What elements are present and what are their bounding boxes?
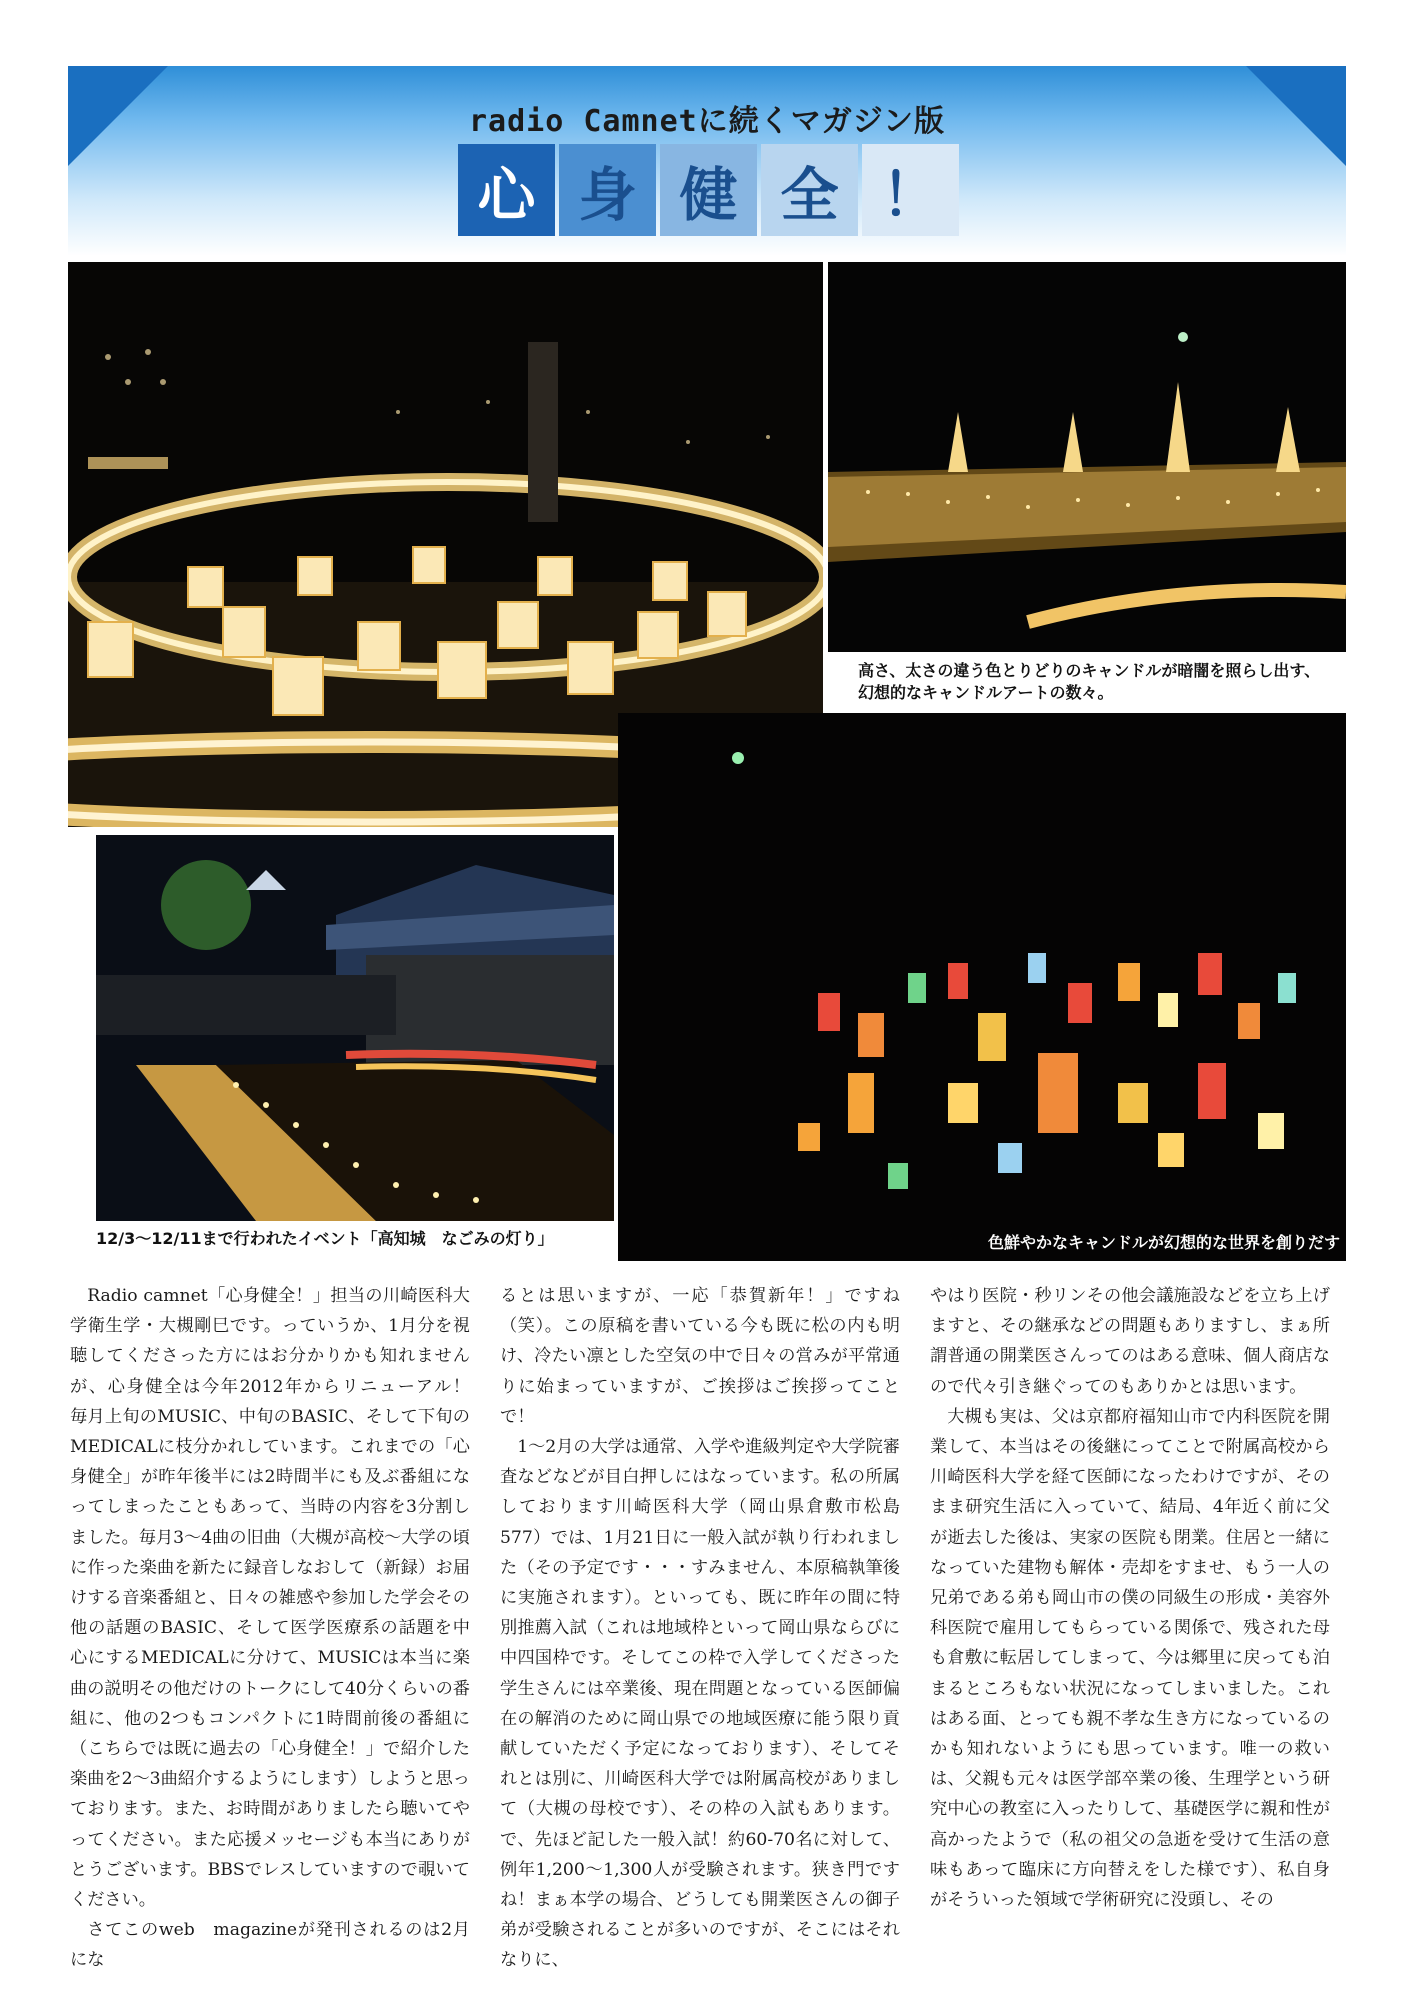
header-title bbox=[458, 144, 959, 236]
article-column-2 bbox=[500, 1281, 900, 1976]
paragraph: るとは思いますが、一応「恭賀新年！」ですね（笑）。この原稿を書いている今も既に松の内も明け、冷たい凛とした空気の中で日々の営みが平常通りに始まっていますが、ご挨拶はご挨拶ってことで！ bbox=[500, 1286, 900, 1427]
header-subtitle: radio Camnetに続くマガジン版 bbox=[469, 104, 945, 139]
photo-colorful-candles bbox=[618, 713, 1346, 1261]
title-char: 全 bbox=[761, 144, 858, 236]
paragraph: 1～2月の大学は通常、入学や進級判定や大学院審査などなどが目白押しにはなっています。私の所属しております川崎医科大学（岡山県倉敷市松島577）では、1月21日に一般入試が執り行われました（その予定です・・・すみません、本原稿執筆後に実施されます）。といっても、既に昨年の間に特別推薦入試（これは地域枠といって岡山県ならびに中四国枠です。そしてこの枠で入学してくださった学生さんには卒業後、現在問題となっている医師偏在の解消のために岡山県での地域医療に能う限り貢献していただく予定になっております）、そしてそれとは別に、川崎医科大学では附属高校がありまして（大槻の母校です）、その枠の入試もあります。で、先ほど記した一般入試！約60-70名に対して、例年1,200～1,300人が受験されます。狭き門ですね！まぁ本学の場合、どうしても開業医さんの御子弟が受験されることが多いのですが、そこにはそれなりに、 bbox=[500, 1437, 900, 1971]
paragraph: やはり医院・秒リンその他会議施設などを立ち上げますと、その継承などの問題もありますし、まぁ所謂普通の開業医さんってのはある意味、個人商店なので代々引き継ぐってのもありかとは思います。 bbox=[930, 1286, 1330, 1397]
caption-candle-art: 高さ、太さの違う色とりどりのキャンドルが暗闇を照らし出す、幻想的なキャンドルアートの数々。 bbox=[858, 661, 1321, 702]
title-char: 心 bbox=[458, 144, 555, 236]
article-column-1 bbox=[70, 1281, 488, 1976]
magazine-header bbox=[68, 66, 1346, 256]
title-char: 身 bbox=[559, 144, 656, 236]
article-column-3 bbox=[930, 1281, 1330, 1915]
paragraph: 大槻も実は、父は京都府福知山市で内科医院を開業して、本当はその後継にってことで附属高校から川崎医科大学を経て医師になったわけですが、そのまま研究生活に入っていて、結局、4年近く前に父が逝去した後は、実家の医院も閉業。住居と一緒になっていた建物も解体・売却をすませ、もう一人の兄弟である弟も岡山市の僕の同級生の形成・美容外科医院で雇用してもらっている関係で、残された母も倉敷に転居してしまって、今は郷里に戻っても泊まるところもない状況になってしまいました。これはある面、とっても親不孝な生き方になっているのかも知れないようにも思っています。唯一の救いは、父親も元々は医学部卒業の後、生理学という研究中心の教室に入ったりして、基礎医学に親和性が高かったようで（私の祖父の急逝を受けて生活の意味もあって臨床に方向替えをした様です）、私自身がそういった領域で学術研究に没頭し、その bbox=[930, 1406, 1330, 1911]
caption-event: 12/3～12/11まで行われたイベント「高知城 なごみの灯り」 bbox=[96, 1229, 554, 1248]
photo-candle-trees bbox=[828, 262, 1346, 652]
paragraph: Radio camnet「心身健全！」担当の川崎医科大学衛生学・大槻剛巳です。っていうか、1月分を視聴してくださった方にはお分かりかも知れませんが、心身健全は今年2012年からリニューアル！ 毎月上旬のMUSIC、中旬のBASIC、そして下旬のMEDICALに枝分かれしています。これまでの「心身健全」が昨年後半には2時間半にも及ぶ番組になってしまったこともあって、当時の内容を3分割しました。毎月3～4曲の旧曲（大槻が高校～大学の頃に作った楽曲を新たに録音しなおして（新録）お届けする音楽番組と、日々の雑感や参加した学会その他の話題のBASIC、そして医学医療系の話題を中心にするMEDICALに分けて、MUSICは本当に楽曲の説明その他だけのトークにして40分くらいの番組に、他の2つもコンパクトに1時間前後の番組に（こちらでは既に過去の「心身健全！」で紹介した楽曲を2～3曲紹介するようにします）しようと思っております。また、お時間がありましたら聴いてやってください。また応援メッセージも本当にありがとうございます。BBSでレスしていますので覗いてください。 bbox=[70, 1286, 488, 1911]
paragraph: さてこのweb magazineが発刊されるのは2月にな bbox=[70, 1920, 470, 1971]
caption-colorful: 色鮮やかなキャンドルが幻想的な世界を創りだす bbox=[987, 1233, 1340, 1252]
title-char: 健 bbox=[660, 144, 757, 236]
title-char: ！ bbox=[862, 144, 959, 236]
photo-castle-path bbox=[96, 835, 614, 1221]
